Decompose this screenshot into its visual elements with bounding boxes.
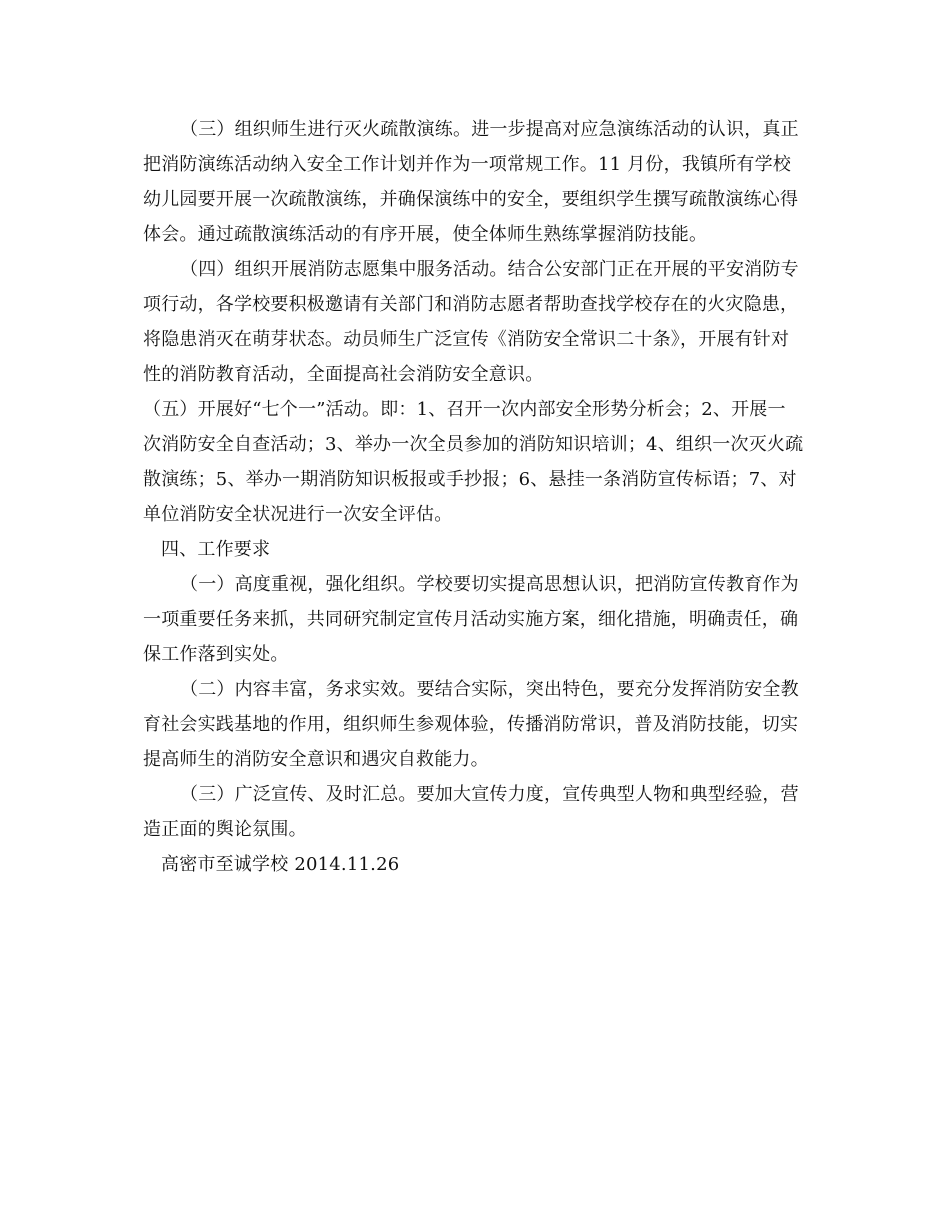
requirement-2-line-2: 育社会实践基地的作用，组织师生参观体验，传播消防常识，普及消防技能，切实 [143, 714, 799, 735]
paragraph-5-line-3: 散演练；5、举办一期消防知识板报或手抄报；6、悬挂一条消防宣传标语；7、对 [143, 469, 797, 490]
requirement-1-line-1: （一）高度重视，强化组织。学校要切实提高思想认识，把消防宣传教育作为 [180, 574, 799, 595]
paragraph-3-line-1: （三）组织师生进行灭火疏散演练。进一步提高对应急演练活动的认识，真正 [180, 119, 799, 140]
paragraph-5-line-2: 次消防安全自查活动；3、举办一次全员参加的消防知识培训；4、组织一次灭火疏 [143, 434, 804, 455]
section-heading-work-requirements: 四、工作要求 [161, 539, 271, 560]
paragraph-3-line-2: 把消防演练活动纳入安全工作计划并作为一项常规工作。11 月份，我镇所有学校 [143, 154, 792, 175]
paragraph-4-line-1: （四）组织开展消防志愿集中服务活动。结合公安部门正在开展的平安消防专 [180, 259, 799, 280]
paragraph-4-line-2: 项行动，各学校要积极邀请有关部门和消防志愿者帮助查找学校存在的火灾隐患， [143, 294, 799, 315]
paragraph-3-line-4: 体会。通过疏散演练活动的有序开展，使全体师生熟练掌握消防技能。 [143, 224, 708, 245]
requirement-2-line-1: （二）内容丰富，务求实效。要结合实际，突出特色，要充分发挥消防安全教 [180, 679, 799, 700]
signature-and-date: 高密市至诚学校 2014.11.26 [161, 854, 400, 875]
paragraph-4-line-3: 将隐患消灭在萌芽状态。动员师生广泛宣传《消防安全常识二十条》，开展有针对 [143, 329, 790, 350]
requirement-1-line-3: 保工作落到实处。 [143, 644, 289, 665]
requirement-2-line-3: 提高师生的消防安全意识和遇灾自救能力。 [143, 749, 489, 770]
paragraph-3-line-3: 幼儿园要开展一次疏散演练，并确保演练中的安全，要组织学生撰写疏散演练心得 [143, 189, 799, 210]
requirement-1-line-2: 一项重要任务来抓，共同研究制定宣传月活动实施方案，细化措施，明确责任，确 [143, 609, 799, 630]
paragraph-5-line-1: （五）开展好“七个一”活动。即：1、召开一次内部安全形势分析会；2、开展一 [143, 399, 786, 420]
requirement-3-line-1: （三）广泛宣传、及时汇总。要加大宣传力度，宣传典型人物和典型经验，营 [180, 784, 799, 805]
paragraph-4-line-4: 性的消防教育活动，全面提高社会消防安全意识。 [143, 364, 544, 385]
requirement-3-line-2: 造正面的舆论氛围。 [143, 819, 307, 840]
paragraph-5-line-4: 单位消防安全状况进行一次安全评估。 [143, 504, 453, 525]
